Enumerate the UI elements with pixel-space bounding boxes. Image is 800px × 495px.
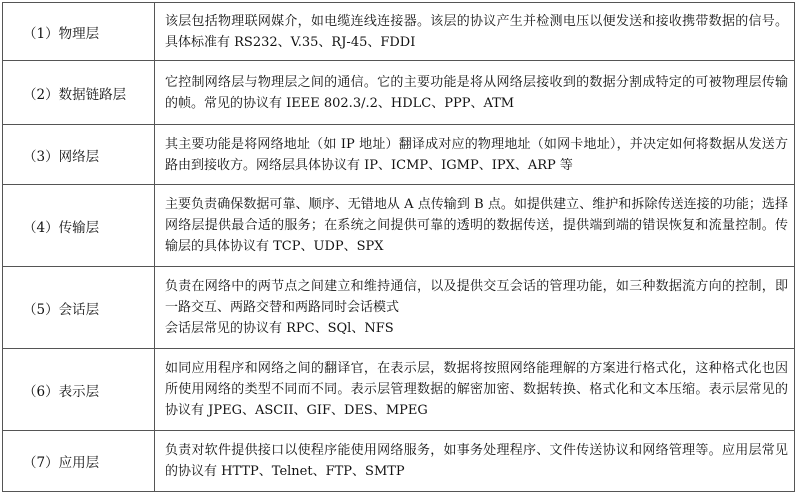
layer-description-cell [155,61,795,125]
description-text: 负责在网络中的两节点之间建立和维持通信，以及提供交互会话的管理功能，如三种数据流方向的控制，即一路交互、两路交替和两路同时会话模式 [165,279,788,315]
osi-layers-table [2,2,795,492]
layer-description-cell [155,125,795,185]
description-text: 其主要功能是将网络地址（如 IP 地址）翻译成对应的物理地址（如网卡地址），并决定如何将数据从发送方路由到接收方。网络层具体协议有 IP、ICMP、IGMP、IPX、ARP 等 [165,136,788,173]
table-row [3,267,795,349]
layer-name-cell: （5）会话层 [3,267,155,349]
description-text: 如同应用程序和网络之间的翻译官，在表示层，数据将按照网络能理解的方案进行格式化，这种格式化也因所使用网络的类型不同而不同。表示层管理数据的解密加密、数据转换、格式化和文本压缩。表示层常见的协议有 JPEG、ASCII、GIF、DES、MPEG [165,361,788,418]
layer-description-cell [155,3,795,61]
layer-description-cell [155,431,795,492]
table-row [3,125,795,185]
layer-name-cell: （4）传输层 [3,185,155,267]
layer-name-cell: （3）网络层 [3,125,155,185]
layer-description-cell [155,349,795,431]
layer-name-cell: （7）应用层 [3,431,155,492]
layer-description-cell [155,267,795,349]
description-text: 负责对软件提供接口以使程序能使用网络服务，如事务处理程序、文件传送协议和网络管理等。应用层常见的协议有 HTTP、Telnet、FTP、SMTP [165,443,788,479]
layer-description-cell [155,185,795,267]
description-text: 它控制网络层与物理层之间的通信。它的主要功能是将从网络层接收到的数据分割成特定的可被物理层传输的帧。常见的协议有 IEEE 802.3/.2、HDLC、PPP、ATM [165,74,788,111]
description-text: 会话层常见的协议有 RPC、SQl、NFS [165,321,394,336]
table-row [3,431,795,492]
description-text: 该层包括物理联网媒介，如电缆连线连接器。该层的协议产生并检测电压以便发送和接收携带数据的信号。具体标准有 RS232、V.35、RJ-45、FDDI [165,13,788,50]
layer-name-cell: （6）表示层 [3,349,155,431]
layer-name-cell: （2）数据链路层 [3,61,155,125]
table-row [3,185,795,267]
table-row [3,3,795,61]
table-row [3,349,795,431]
table-row [3,61,795,125]
layer-name-cell: （1）物理层 [3,3,155,61]
description-text: 主要负责确保数据可靠、顺序、无错地从 A 点传输到 B 点。如提供建立、维护和拆除传送连接的功能；选择网络层提供最合适的服务；在系统之间提供可靠的透明的数据传送，提供端到端的错误恢复和流量控制。传输层的具体协议有 TCP、UDP、SPX [165,197,788,254]
